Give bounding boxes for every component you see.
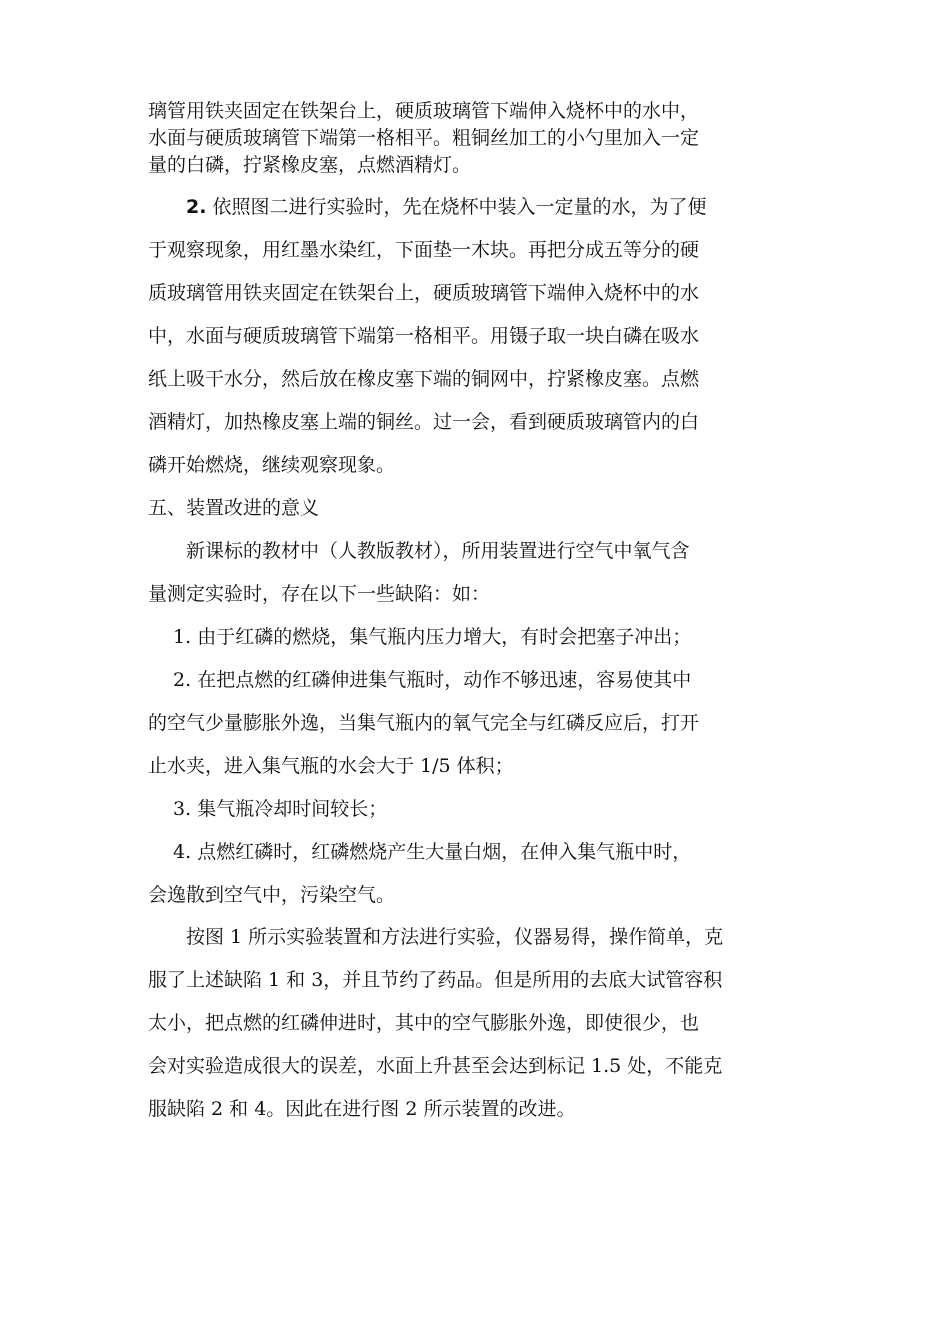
text-line: 服了上述缺陷 1 和 3，并且节约了药品。但是所用的去底大试管容积	[148, 969, 723, 991]
text-line: 酒精灯，加热橡皮塞上端的铜丝。过一会，看到硬质玻璃管内的白	[148, 411, 700, 433]
text-line: 质玻璃管用铁夹固定在铁架台上，硬质玻璃管下端伸入烧杯中的水	[148, 282, 700, 304]
text-line: 量的白磷，拧紧橡皮塞，点燃酒精灯。	[148, 154, 472, 176]
text-line: 太小，把点燃的红磷伸进时，其中的空气膨胀外逸，即使很少，也	[148, 1012, 700, 1034]
text-line: 磷开始燃烧，继续观察现象。	[148, 454, 396, 476]
section-5	[148, 487, 808, 616]
text-line: 会对实验造成很大的误差，水面上升甚至会达到标记 1.5 处，不能克	[148, 1055, 723, 1077]
text-line: 服缺陷 2 和 4。因此在进行图 2 所示装置的改进。	[148, 1098, 576, 1120]
list-item: 4. 点燃红磷时，红磷燃烧产生大量白烟，在伸入集气瓶中时，	[148, 841, 692, 863]
text-line: 中，水面与硬质玻璃管下端第一格相平。用镊子取一块白磷在吸水	[148, 325, 700, 347]
text-line: 按图 1 所示实验装置和方法进行实验，仪器易得，操作简单，克	[148, 926, 724, 948]
text-line: 量测定实验时，存在以下一些缺陷：如：	[148, 583, 491, 605]
text-line: 新课标的教材中（人教版教材），所用装置进行空气中氧气含	[148, 540, 690, 562]
text-line	[148, 186, 808, 229]
text-line: 会逸散到空气中，污染空气。	[148, 884, 396, 906]
text-line: 纸上吸干水分，然后放在橡皮塞下端的铜网中，拧紧橡皮塞。点燃	[148, 368, 700, 390]
list-item: 3. 集气瓶冷却时间较长；	[148, 798, 388, 820]
step-2-paragraph	[148, 186, 808, 487]
list-item: 1. 由于红磷的燃烧，集气瓶内压力增大，有时会把塞子冲出；	[148, 626, 692, 648]
list-item: 2. 在把点燃的红磷伸进集气瓶时，动作不够迅速，容易使其中	[148, 669, 692, 691]
section-heading: 五、装置改进的意义	[148, 497, 320, 519]
flaws-list	[148, 616, 808, 917]
text-line: 止水夹，进入集气瓶的水会大于 1/5 体积；	[148, 755, 514, 777]
conclusion-paragraph	[148, 916, 808, 1131]
intro-paragraph	[148, 98, 808, 179]
text-line: 璃管用铁夹固定在铁架台上，硬质玻璃管下端伸入烧杯中的水中，	[148, 100, 700, 122]
text-fragment: 依照图二进行实验时，先在烧杯中装入一定量的水，为了便	[212, 196, 707, 218]
text-line: 水面与硬质玻璃管下端第一格相平。粗铜丝加工的小勺里加入一定	[148, 127, 700, 149]
text-line: 于观察现象，用红墨水染红，下面垫一木块。再把分成五等分的硬	[148, 239, 700, 261]
step-number: 2.	[186, 196, 207, 218]
text-line: 的空气少量膨胀外逸，当集气瓶内的氧气完全与红磷反应后，打开	[148, 712, 700, 734]
